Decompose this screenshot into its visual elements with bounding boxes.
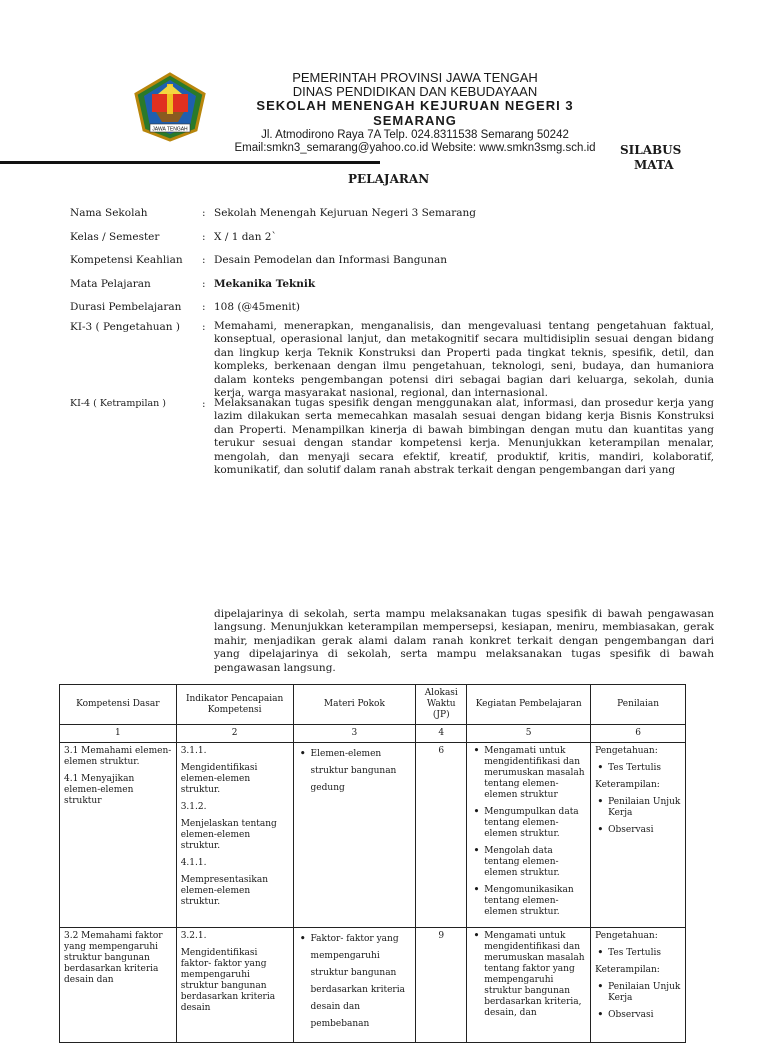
info-colon: : — [202, 207, 206, 219]
ki4-label: KI-4 ( Ketrampilan ) — [70, 398, 167, 409]
info-colon: : — [202, 321, 206, 333]
penilaian-item: • Penilaian Unjuk Kerja — [608, 982, 681, 1004]
kegiatan-item: • Mengamati untuk mengidentifikasi dan merumuskan masalah tentang elemen-elemen struktur — [484, 746, 586, 801]
info-label-expertise: Kompetensi Keahlian — [70, 254, 183, 266]
penilaian-pengetahuan-label: Pengetahuan: — [595, 746, 658, 756]
col-header-materi: Materi Pokok — [293, 685, 416, 725]
col-header-penilaian: Penilaian — [591, 685, 686, 725]
cell-materi — [293, 743, 416, 928]
info-label-class: Kelas / Semester — [70, 231, 160, 243]
col-header-alokasi: Alokasi Waktu (JP) — [416, 685, 467, 725]
info-label-duration: Durasi Pembelajaran — [70, 301, 182, 313]
penilaian-pengetahuan-label: Pengetahuan: — [595, 931, 658, 941]
col-header-indikator: Indikator Pencapaian Kompetensi — [176, 685, 293, 725]
header-divider — [0, 161, 380, 164]
cell-penilaian — [591, 743, 686, 928]
table-row — [60, 928, 686, 1043]
kd-item: 4.1 Menyajikan elemen-elemen struktur — [64, 774, 135, 806]
info-colon: : — [202, 398, 206, 410]
table-number-row — [60, 725, 686, 743]
ki4-text: Melaksanakan tugas spesifik dengan menggunakan alat, informasi, dan prosedur kerja yang lazim dilakukan serta memecahkan masalah sesuai dengan bidang kerja Bisnis Konstruksi dan Properti. Menampilkan kinerja di bawah bimbingan dengan mutu dan kuantitas yang terukur sesuai dengan standar kompetensi kerja. Menunjukkan keterampilan menalar, mengolah, dan menyaji secara efektif, kreatif, produktif, kritis, mandiri, kolaboratif, komunikatif, dan solutif dalam ranah abstrak terkait dengan pengembangan dari yang — [214, 397, 714, 477]
indikator-item: 3.1.2. — [180, 802, 207, 812]
kegiatan-item: • Mengolah data tentang elemen-elemen struktur. — [484, 846, 586, 879]
penilaian-item: • Observasi — [608, 1010, 681, 1021]
info-label-subject: Mata Pelajaran — [70, 278, 151, 290]
table-header-row — [60, 685, 686, 725]
info-value-school: Sekolah Menengah Kejuruan Negeri 3 Semarang — [214, 207, 476, 219]
info-value-duration: 108 (@45menit) — [214, 301, 300, 313]
cell-kd — [60, 928, 177, 1043]
info-value-class: X / 1 dan 2` — [214, 231, 277, 243]
ki3-label: KI-3 ( Pengetahuan ) — [70, 321, 180, 333]
col-header-kegiatan: Kegiatan Pembelajaran — [467, 685, 591, 725]
indikator-item: 3.1.1. — [180, 746, 207, 756]
school-contact: Email:smkn3_semarang@yahoo.co.id Website: www.smkn3smg.sch.id — [234, 142, 596, 154]
school-name: SEKOLAH MENENGAH KEJURUAN NEGERI 3 — [256, 98, 574, 113]
info-value-expertise: Desain Pemodelan dan Informasi Bangunan — [214, 254, 448, 266]
indikator-item: Menjelaskan tentang elemen-elemen struktur. — [180, 819, 277, 851]
col-number: 1 — [60, 725, 177, 743]
cell-alokasi: 6 — [416, 743, 467, 928]
penilaian-item: • Observasi — [608, 825, 681, 836]
kegiatan-item: • Mengamati untuk mengidentifikasi dan merumuskan masalah tentang faktor yang mempengaruhi struktur bangunan berdasarkan kriteria, desain, dan — [484, 931, 586, 1019]
cell-kegiatan — [467, 928, 591, 1043]
cell-alokasi: 9 — [416, 928, 467, 1043]
col-number: 4 — [416, 725, 467, 743]
col-number: 5 — [467, 725, 591, 743]
penilaian-keterampilan-label: Keterampilan: — [595, 965, 660, 975]
penilaian-item: • Tes Tertulis — [608, 763, 681, 774]
syllabus-table — [59, 684, 686, 1043]
indikator-item: Mengidentifikasi faktor- faktor yang mempengaruhi struktur bangunan berdasarkan kriteria desain — [180, 948, 276, 1013]
penilaian-keterampilan-label: Keterampilan: — [595, 780, 660, 790]
penilaian-item: • Penilaian Unjuk Kerja — [608, 797, 681, 819]
col-header-kd: Kompetensi Dasar — [60, 685, 177, 725]
info-value-subject: Mekanika Teknik — [214, 278, 316, 290]
logo-ribbon-text: JAWA TENGAH — [152, 126, 188, 133]
ki4-text-continued: dipelajarinya di sekolah, serta mampu melaksanakan tugas spesifik di bawah pengawasan langsung. Menunjukkan keterampilan mempersepsi, kesiapan, meniru, membiasakan, gerak mahir, menjadikan gerak alami dalam ranah konkret terkait dengan pengembangan dari yang dipelajarinya di sekolah, serta mampu melaksanakan tugas spesifik di bawah pengawasan langsung. — [214, 608, 714, 674]
cell-indikator — [176, 928, 293, 1043]
materi-item: • Faktor- faktor yang mempengaruhi struktur bangunan berdasarkan kriteria desain dan pembebanan — [311, 931, 412, 1033]
penilaian-item: • Tes Tertulis — [608, 948, 681, 959]
table-row — [60, 743, 686, 928]
header-line-1: PEMERINTAH PROVINSI JAWA TENGAH — [292, 70, 538, 85]
info-colon: : — [202, 231, 206, 243]
cell-materi — [293, 928, 416, 1043]
col-number: 2 — [176, 725, 293, 743]
doc-title-silabus: SILABUS — [620, 143, 682, 157]
info-colon: : — [202, 301, 206, 313]
school-address: Jl. Atmodirono Raya 7A Telp. 024.8311538 Semarang 50242 — [261, 129, 569, 141]
info-colon: : — [202, 254, 206, 266]
kegiatan-item: • Mengomunikasikan tentang elemen-elemen struktur. — [484, 885, 586, 918]
doc-title-mata: MATA — [634, 158, 674, 172]
province-logo — [132, 72, 208, 142]
info-label-school: Nama Sekolah — [70, 207, 148, 219]
school-city: SEMARANG — [373, 113, 457, 128]
cell-kegiatan — [467, 743, 591, 928]
cell-indikator — [176, 743, 293, 928]
kegiatan-item: • Mengumpulkan data tentang elemen-elemen struktur. — [484, 807, 586, 840]
col-number: 6 — [591, 725, 686, 743]
indikator-item: 4.1.1. — [180, 858, 207, 868]
cell-penilaian — [591, 928, 686, 1043]
header-line-2: DINAS PENDIDIKAN DAN KEBUDAYAAN — [292, 84, 538, 99]
kd-item: 3.1 Memahami elemen-elemen struktur. — [64, 746, 172, 767]
indikator-item: Mempresentasikan elemen-elemen struktur. — [180, 875, 269, 907]
col-number: 3 — [293, 725, 416, 743]
doc-title-pelajaran: PELAJARAN — [348, 172, 430, 186]
info-colon: : — [202, 278, 206, 290]
materi-item: • Elemen-elemen struktur bangunan gedung — [311, 746, 412, 797]
indikator-item: Mengidentifikasi elemen-elemen struktur. — [180, 763, 258, 795]
cell-kd — [60, 743, 177, 928]
ki3-text: Memahami, menerapkan, menganalisis, dan mengevaluasi tentang pengetahuan faktual, konseptual, operasional lanjut, dan metakognitif secara multidisiplin sesuai dengan bidang dan lingkup kerja Teknik Konstruksi dan Properti pada tingkat teknis, spesifik, detil, dan kompleks, berkenaan dengan ilmu pengetahuan, teknologi, seni, budaya, dan humaniora dalam konteks pengembangan potensi diri sebagai bagian dari keluarga, sekolah, dunia kerja, warga masyarakat nasional, regional, dan internasional. — [214, 320, 714, 400]
kd-item: 3.2 Memahami faktor yang mempengaruhi struktur bangunan berdasarkan kriteria desain dan — [64, 931, 163, 985]
indikator-item: 3.2.1. — [180, 931, 207, 941]
